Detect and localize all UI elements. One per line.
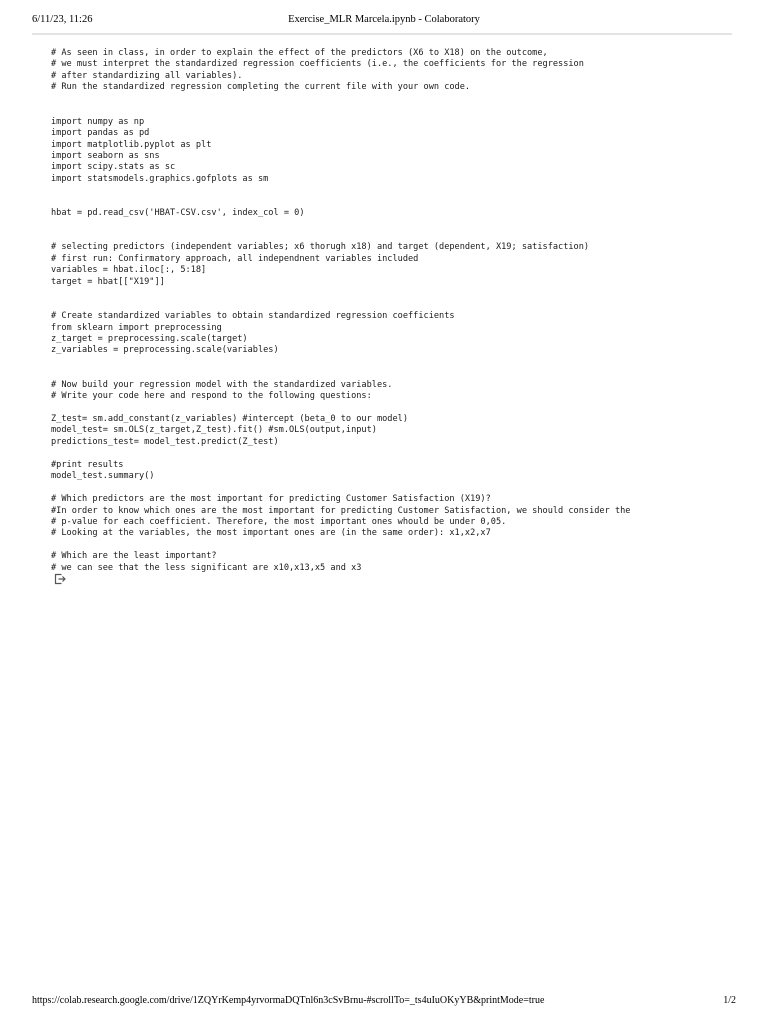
page-url[interactable]: https://colab.research.google.com/drive/1ZQYrKemp4yrvormaDQTnl6n3cSvBrnu-#scrollTo=_ts4uIuOKyYB&printMode=true <box>32 995 545 1006</box>
code-line: # As seen in class, in order to explain the effect of the predictors (X6 to X18) on the outcome, <box>51 48 548 58</box>
code-line: #print results <box>51 459 124 470</box>
code-line: import statsmodels.graphics.gofplots as sm <box>51 173 269 184</box>
code-line <box>51 540 741 551</box>
code-line: # Write your code here and respond to the following questions: <box>51 391 372 402</box>
code-line: Z_test= sm.add_constant(z_variables) #intercept (beta_0 to our model) <box>51 414 408 424</box>
code-line: import pandas as pd <box>51 128 150 139</box>
header-divider <box>32 33 732 35</box>
print-footer <box>32 995 736 1009</box>
code-line: # Which are the least important? <box>51 551 217 562</box>
code-line: z_variables = preprocessing.scale(variables) <box>51 345 279 356</box>
code-line: variables = hbat.iloc[:, 5:18] <box>51 265 207 276</box>
code-line: # Looking at the variables, the most important ones are (in the same order): x1,x2,x7 <box>51 528 491 539</box>
code-line <box>51 185 741 196</box>
code-line <box>51 105 741 116</box>
code-line <box>51 357 741 368</box>
code-line <box>51 220 741 231</box>
code-line: # we can see that the less significant are x10,x13,x5 and x3 <box>51 562 362 573</box>
code-line: z_target = preprocessing.scale(target) <box>51 333 248 344</box>
code-line <box>51 368 741 379</box>
code-line: # Create standardized variables to obtain standardized regression coefficients <box>51 311 455 322</box>
print-header <box>32 14 736 30</box>
document-title: Exercise_MLR Marcela.ipynb - Colaboratory <box>288 14 480 25</box>
code-line <box>51 403 741 414</box>
code-line: #In order to know which ones are the most important for predicting Customer Satisfaction, we should consider the <box>51 505 631 516</box>
code-line: import matplotlib.pyplot as plt <box>51 139 212 150</box>
code-line: # Run the standardized regression completing the current file with your own code. <box>51 82 471 93</box>
code-line: # after standardizing all variables). <box>51 70 243 81</box>
print-datetime: 6/11/23, 11:26 <box>32 14 93 25</box>
code-line <box>51 288 741 299</box>
code-line: predictions_test= model_test.predict(Z_test) <box>51 436 279 447</box>
code-line: # p-value for each coefficient. Therefore, the most important ones whould be under 0,05. <box>51 516 507 527</box>
code-cell[interactable] <box>51 48 741 574</box>
code-line: # Which predictors are the most important for predicting Customer Satisfaction (X19)? <box>51 494 491 505</box>
code-line: import seaborn as sns <box>51 150 160 161</box>
code-line: import scipy.stats as sc <box>51 162 176 173</box>
code-line: # first run: Confirmatory approach, all independnent variables included <box>51 253 419 264</box>
code-line: import numpy as np <box>51 116 145 127</box>
code-line: model_test.summary() <box>51 471 155 482</box>
code-line <box>51 483 741 494</box>
code-line <box>51 94 741 105</box>
code-line: target = hbat[["X19"]] <box>51 276 165 287</box>
code-line: from sklearn import preprocessing <box>51 322 222 333</box>
code-line: hbat = pd.read_csv('HBAT-CSV.csv', index_col = 0) <box>51 208 305 219</box>
page-number: 1/2 <box>723 995 736 1006</box>
code-line <box>51 448 741 459</box>
code-line <box>51 300 741 311</box>
code-line: model_test= sm.OLS(z_target,Z_test).fit() #sm.OLS(output,input) <box>51 425 377 436</box>
code-line <box>51 197 741 208</box>
code-line <box>51 231 741 242</box>
output-exit-icon[interactable] <box>53 572 67 586</box>
code-line: # we must interpret the standardized regression coefficients (i.e., the coefficients for the regression <box>51 59 584 70</box>
code-line: # selecting predictors (independent variables; x6 thorugh x18) and target (dependent, X19; satisfaction) <box>51 242 590 253</box>
code-line: # Now build your regression model with the standardized variables. <box>51 379 393 390</box>
